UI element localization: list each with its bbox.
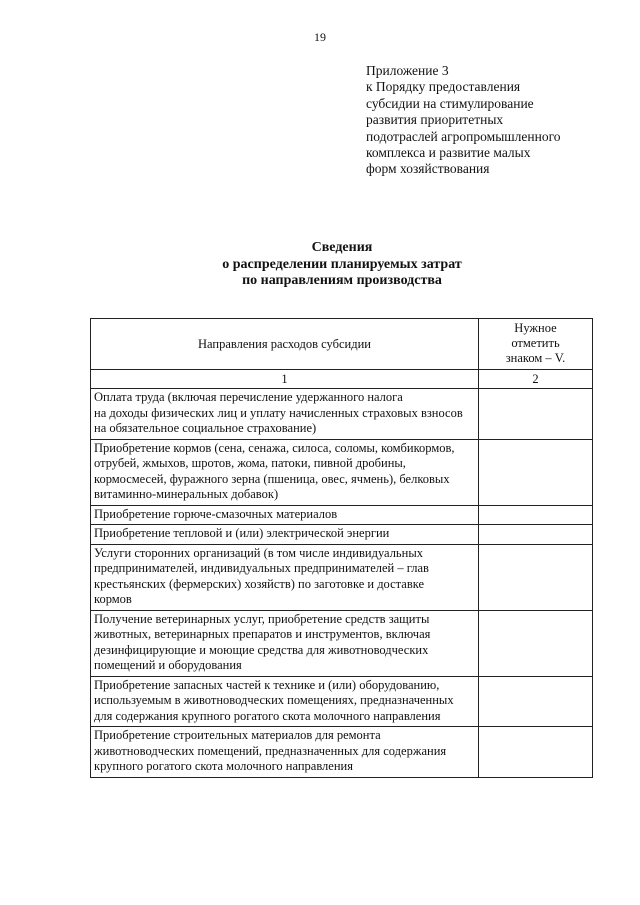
header-mark-line: знаком – V. — [505, 351, 566, 365]
appendix-line: Приложение 3 — [366, 63, 449, 78]
document-title — [0, 240, 640, 290]
expense-direction-cell — [91, 505, 479, 525]
table-row — [91, 610, 593, 676]
table-row — [91, 676, 593, 727]
table-row — [91, 525, 593, 545]
expense-direction-cell — [91, 676, 479, 727]
expense-direction-line: кормосмесей, фуражного зерна (пшеница, овес, ячмень), белковых — [94, 471, 450, 486]
expense-direction-line: на доходы физических лиц и уплату начисленных страховых взносов — [94, 405, 463, 420]
appendix-line: комплекса и развитие малых — [366, 145, 531, 161]
expense-direction-line: дезинфицирующие и моющие средства для животноводческих — [94, 642, 429, 657]
expense-direction-line: для содержания крупного рогатого скота молочного направления — [94, 708, 441, 723]
expense-direction-line: используемым в животноводческих помещениях, предназначенных — [94, 693, 454, 707]
column-number: 2 — [479, 370, 593, 389]
expense-direction-line: крестьянских (фермерских) хозяйств) по заготовке и доставке — [94, 576, 425, 591]
title-line: по направлениям производства — [242, 273, 442, 288]
page-number: 19 — [314, 30, 326, 44]
expense-direction-cell — [91, 610, 479, 676]
expense-direction-line: кормов — [94, 592, 132, 606]
appendix-line: форм хозяйствования — [366, 161, 490, 177]
mark-cell[interactable] — [479, 544, 593, 610]
mark-cell[interactable] — [479, 389, 593, 440]
appendix-line: субсидии на стимулирование — [366, 95, 534, 111]
table-row — [91, 389, 593, 440]
table-header-row — [91, 319, 593, 370]
mark-cell[interactable] — [479, 610, 593, 676]
expense-direction-line: Получение ветеринарных услуг, приобретение средств защиты — [94, 611, 430, 626]
appendix-line: развития приоритетных — [366, 112, 504, 128]
expense-direction-line: животноводческих помещений, предназначенных для содержания — [94, 743, 447, 758]
expense-direction-cell — [91, 439, 479, 505]
expense-direction-line: Оплата труда (включая перечисление удержанного налога — [94, 390, 403, 404]
expense-direction-line: Приобретение тепловой и (или) электрической энергии — [94, 526, 390, 540]
mark-cell[interactable] — [479, 505, 593, 525]
header-direction: Направления расходов субсидии — [91, 319, 479, 370]
expense-direction-line: животных, ветеринарных препаратов и инструментов, включая — [94, 627, 431, 641]
expense-direction-line: отрубей, жмыхов, шротов, жома, патоки, пивной дробины, — [94, 456, 406, 470]
expense-direction-line: предпринимателей, индивидуальных предпринимателей – глав — [94, 561, 429, 575]
expense-direction-cell — [91, 727, 479, 778]
expense-direction-cell — [91, 389, 479, 440]
table-row — [91, 544, 593, 610]
title-line: о распределении планируемых затрат — [222, 256, 462, 272]
mark-cell[interactable] — [479, 676, 593, 727]
header-mark-line: Нужное — [514, 321, 557, 335]
table-row — [91, 505, 593, 525]
mark-cell[interactable] — [479, 727, 593, 778]
expense-direction-cell — [91, 544, 479, 610]
expense-direction-line: Приобретение горюче-смазочных материалов — [94, 506, 338, 521]
expense-direction-line: крупного рогатого скота молочного направления — [94, 759, 353, 773]
appendix-line: к Порядку предоставления — [366, 79, 521, 95]
expense-direction-cell — [91, 525, 479, 545]
expense-direction-line: Приобретение кормов (сена, сенажа, силоса, соломы, комбикормов, — [94, 440, 455, 455]
appendix-note — [366, 63, 626, 178]
table-row — [91, 727, 593, 778]
expense-direction-line: Услуги сторонних организаций (в том числе индивидуальных — [94, 545, 423, 560]
expense-direction-line: помещений и оборудования — [94, 658, 242, 672]
expense-direction-line: Приобретение строительных материалов для ремонта — [94, 728, 381, 742]
mark-cell[interactable] — [479, 525, 593, 545]
mark-cell[interactable] — [479, 439, 593, 505]
expense-direction-line: витаминно-минеральных добавок) — [94, 487, 279, 501]
column-number-row — [91, 370, 593, 389]
table-row — [91, 439, 593, 505]
expense-direction-line: Приобретение запасных частей к технике и (или) оборудованию, — [94, 677, 440, 692]
header-mark-line: отметить — [511, 336, 560, 350]
expense-directions-table — [90, 318, 593, 778]
appendix-line: подотраслей агропромышленного — [366, 128, 561, 144]
column-number: 1 — [91, 370, 479, 389]
table-body — [91, 389, 593, 778]
expense-direction-line: на обязательное социальное страхование) — [94, 421, 317, 435]
title-line: Сведения — [311, 240, 373, 255]
header-mark — [479, 319, 593, 370]
